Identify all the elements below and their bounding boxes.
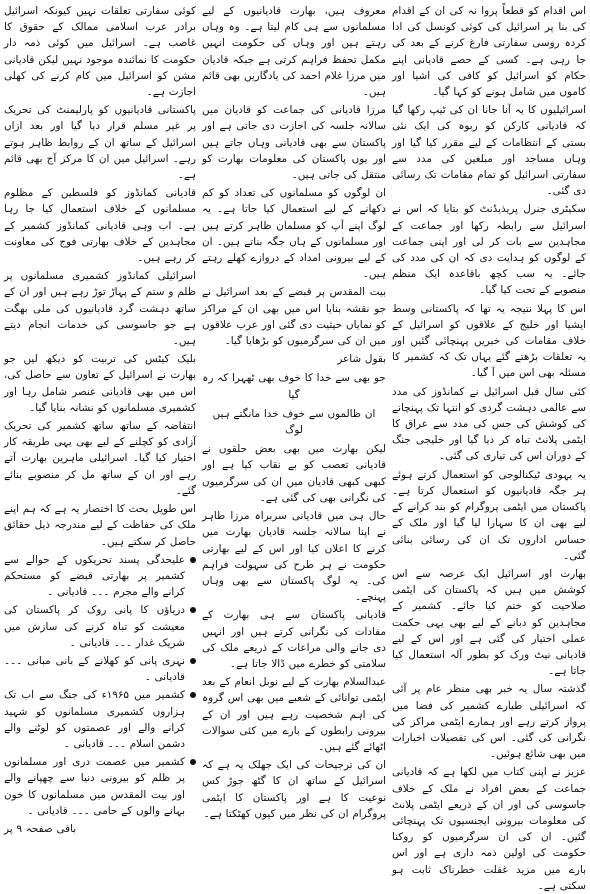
paragraph: یہ یہودی ٹیکنالوجی کو استعمال کرتے ہوئے ہر جگہ قادیانیوں کو استعمال کرتا ہے۔ پاکستان میں ایٹمی پروگرام کو بند کرانے کے لیے بھی ان کا سہارا لیا گیا اور ملک کے حساس اداروں تک ان کی رسائی بنائی گئی۔	[392, 468, 586, 562]
paragraph: پاکستانی قادیانیوں کو پارلیمنٹ کی تحریک پر غیر مسلم قرار دیا گیا اور بعد ازاں اسرائیل کے ساتھ ان کے روابط ظاہر ہوتے رہے۔ اسرائیل میں ان کا مرکز آج بھی قائم ہے۔	[4, 104, 196, 182]
point-text: دریاؤں کا پانی روک کر پاکستان کی معیشت کو تباہ کرنے کی سازش میں شریک غدار ۔۔۔ قادیانی ۔	[4, 604, 185, 649]
points-list	[4, 552, 196, 819]
continued-on-page-label: باقی صفحہ ۹ پر	[4, 822, 77, 835]
article-column-middle	[202, 3, 386, 820]
poetry-verse: ان ظالموں سے خوف خدا مانگتے ہیں لوگ	[212, 407, 376, 437]
paragraph: حال ہی میں قادیانی سربراہ مرزا طاہر نے اپنا سالانہ جلسہ قادیان بھارت میں کرنے کا اعلان کیا اور اس کے لیے بھارتی حکومت نے ہر طرح کی سہولت فراہم کی۔ یہ لوگ پاکستان سے بھی وہاں پہنچے۔	[202, 510, 386, 604]
paragraph: معروف ہیں، بھارت قادیانیوں کے لیے مسلمانوں سے ہی کام لیتا ہے۔ وہ وہاں رہتے ہیں اور وہاں کی حکومت انہیں مکمل تحفظ فراہم کرتی ہے جبکہ قادیان میں مرزا غلام احمد کی یادگاریں بھی قائم ہیں۔	[202, 5, 386, 99]
paragraph: گذشتہ سال یہ خبر بھی منظر عام پر آئی کہ اسرائیلی طیارے کشمیر کی فضا میں پرواز کرتے رہے اور ہمارے ایٹمی مراکز کی نگرانی کی گئی۔ اس کی تفصیلات اخبارات میں بھی شائع ہوئیں۔	[392, 683, 586, 761]
paragraph: بلیک کیٹس کی تربیت کو دیکھ لیں جو بھارت نے اسرائیل کے تعاون سے حاصل کی، اس میں بھی قادیانی عنصر شامل رہا اور کشمیری مسلمانوں کو نشانہ بنایا گیا۔	[4, 353, 196, 414]
list-item	[4, 602, 196, 651]
bullet-icon	[190, 692, 196, 698]
bullet-icon	[190, 658, 196, 664]
paragraph: کوئی سفارتی تعلقات نہیں کیونکہ اسرائیل برادر عرب اسلامی ممالک کے حقوق کا غاصب ہے۔ اسرائیل میں کوئی ذمہ دار حکومت کا نمائندہ موجود نہیں لیکن قادیانی مشن کو اسرائیل میں کام کرنے کی کھلی اجازت ہے۔	[4, 5, 196, 99]
paragraph: سکیٹری جنرل پریذیڈنٹ کو بتایا کہ اس نے اسرائیل سے رابطہ رکھا اور جماعت کے مجاہدین سے بات کر لی اور اپنی جماعت کے لوگوں کو ہدایت دی کہ ان کی مدد کی جائے۔ یہ سب کچھ باقاعدہ ایک منظم منصوبے کے تحت کیا گیا۔	[392, 203, 586, 297]
list-item	[4, 754, 196, 819]
list-item	[4, 552, 196, 601]
paragraph: اس کا پہلا نتیجہ یہ تھا کہ پاکستانی وسط ایشیا اور خلیج کے علاقوں کو اسرائیل کے خلاف مقامات کی خبریں پہنچائی گئیں اور یہ تعلقات بڑھتے گئے یہاں تک کہ کشمیر کا مسئلہ بھی اس میں آ گیا۔	[392, 302, 586, 380]
paragraph: اسرائیلیوں کا یہ آنا جانا ان کی ٹیپ رکھا گیا کہ قادیانی کارکن کو ربوہ کی ایک نئی بستی کے انتظامات کے لیے مقرر کیا گیا اور وہاں مساجد اور مبلغین کی مدد سے سفارتی اسرائیل کو تمام مقامات تک رسائی دی گئی۔	[392, 104, 586, 198]
bullet-icon	[190, 607, 196, 613]
paragraph: انتفاضہ کے ساتھ ساتھ کشمیر کی تحریک آزادی کو کچلنے کے لیے بھی یہی طریقہ کار اختیار کیا گیا۔ اسرائیلی ماہرین بھارت آتے رہے اور ان کے ساتھ مل کر منصوبے بنائے گئے۔	[4, 420, 196, 497]
paragraph: عبدالسلام بھارت کے لیے نوبل انعام کے بعد ایٹمی توانائی کے شعبے میں بھی اس گروہ کی اہم شخصیت رہے ہیں اور ان کے بیرونی رابطوں کے بارے میں کئی سوالات اٹھائے گئے ہیں۔	[202, 676, 386, 753]
paragraph: ان لوگوں کو مسلمانوں کی تعداد کو کم دکھانے کے لیے استعمال کیا جاتا ہے۔ یہ لوگ اپنے آپ کو مسلمان ظاہر کرتے ہیں اور مسلمانوں کے ہاں جگہ بناتے ہیں۔ ان کے لیے بیرونی امداد کے دروازے کھلے رہتے ہیں۔	[202, 187, 386, 281]
bullet-icon	[190, 557, 196, 563]
point-text: علیحدگی پسند تحریکوں کے حوالے سے کشمیر پر بھارتی قبضے کو مستحکم کرانے والے مجرم ۔۔۔ قادیانی ۔	[4, 553, 185, 599]
point-text: کشمیر میں عصمت دری اور مسلمانوں پر ظلم کو بیرونی دنیا سے چھپانے والے اور بیت المقدس میں مسلمانوں کا خون بہانے والوں کے حامی ۔۔۔ قادیانی ۔	[4, 756, 185, 817]
paragraph: بیت المقدس پر قبضے کے بعد اسرائیل نے جو نقشہ بنایا اس میں بھی ان کے مراکز کو نمایاں حیثیت دی گئی اور عرب علاقوں میں ان کی سرگرمیوں کو بڑھایا گیا۔	[202, 286, 386, 348]
paragraph: کئی سال قبل اسرائیل نے کمانڈوز کی مدد سے عالمی دہشت گردی کو انتہا تک پہنچانے کی کوشش کی جس کی مدد سے عراق کا ایٹمی پلانٹ تباہ کر دیا گیا اور خلیجی جنگ کے دوران اس کی تیاری کی گئی۔	[392, 385, 586, 463]
paragraph: لیکن بھارت میں بھی بعض حلقوں نے قادیانی تعصب کو بے نقاب کیا ہے اور کبھی کبھی قادیان میں ان کی سرگرمیوں کی نگرانی بھی کی گئی ہے۔	[202, 443, 386, 504]
paragraph: عزیز نے اپنی کتاب میں لکھا ہے کہ قادیانی جماعت کے بعض افراد نے ملک کے خلاف جاسوسی کی اور ان کے ذریعے ایٹمی پلانٹ کی معلومات بیرونی ایجنسیوں تک پہنچائی گئیں۔ ان کی ان سرگرمیوں کو روکنا حکومت کی اولین ذمہ داری ہے اور اس بارے میں مزید غفلت خطرناک ثابت ہو سکتی ہے۔	[392, 766, 586, 892]
point-text: کشمیر میں ۱۹۶۵ء کی جنگ سے اب تک ہزاروں کشمیری مسلمانوں کو شہید کرانے والے اور عصمتوں کو لوٹنے والے دشمن اسلام ۔۔۔ قادیانی ۔	[4, 689, 185, 750]
list-item	[4, 687, 196, 752]
paragraph: مرزا قادیانی کی جماعت کو قادیان میں سالانہ جلسہ کی اجازت دی جاتی ہے اور پاکستان سے بھی قادیانی وہاں جاتے ہیں اور یوں پاکستان کی معلومات بھارت کو منتقل کی جاتی ہیں۔	[202, 104, 386, 182]
article-column-right	[392, 3, 586, 892]
paragraph: بھارت اور اسرائیل ایک عرصہ سے اس کوشش میں ہیں کہ پاکستان کی ایٹمی صلاحیت کو ختم کیا جائے۔ کشمیر کے مجاہدین کو دبانے کے لیے بھی یہی حکمت عملی اختیار کی گئی ہے اور اس کے لیے قادیانی نیٹ ورک کو بطور آلہ استعمال کیا جاتا ہے۔	[392, 567, 586, 678]
article-column-left	[4, 3, 196, 835]
list-item	[4, 653, 196, 685]
paragraph: قادیانی پاکستان سے ہی بھارت کے مفادات کی نگرانی کرتے ہیں اور انہیں دی جانے والی مراعات کے ذریعے ملک کی سلامتی کو خطرے میں ڈالا جاتا ہے۔	[202, 609, 386, 670]
paragraph: بقول شاعر	[337, 353, 386, 366]
paragraph: اس طویل بحث کا اختصار یہ ہے کہ ہم اپنے ملک کی حفاظت کے لیے مندرجہ ذیل حقائق حاصل کر سکتے ہیں۔	[4, 503, 196, 548]
paragraph: ان کی ترجیحات کی ایک جھلک یہ ہے کہ اسرائیل کے ساتھ ان کا گٹھ جوڑ کس نوعیت کا ہے اور پاکستان کا ایٹمی پروگرام ان کی نظر میں کیوں کھٹکتا ہے۔	[202, 759, 386, 820]
paragraph: اس اقدام کو قطعاً پروا نہ کی ان کے اقدام کی بنا پر اسرائیل کی کوئی کونسل کی ادا کردہ روسی سفارتی فارغ کرنے کے بعد کی جا رہی ہے۔ کسی کے حصے قادیانی اپنے حکام کو اسرائیل کو کافی کی اشیا اور کاموں میں شامل ہونے کو کہا گیا۔	[392, 5, 586, 99]
bullet-icon	[190, 759, 196, 765]
poetry-verse: جو بھی سے خدا کا خوف بھی ٹھہرا کہ رہ گیا	[202, 372, 386, 401]
point-text: نہری پانی کو کھلانے کے بانی مبانی ۔۔۔ قادیانی ۔	[4, 654, 185, 684]
paragraph: اسرائیلی کمانڈوز کشمیری مسلمانوں پر ظلم و ستم کے پہاڑ توڑ رہے ہیں اور ان کے ساتھ دہشت گرد قادیانیوں کی ملی بھگت ہے جو جاسوسی کی خدمات انجام دیتے ہیں۔	[4, 270, 196, 348]
paragraph: قادیانی کمانڈوز کو فلسطین کے مظلوم مسلمانوں کے خلاف استعمال کیا جا رہا ہے۔ اب وہی قادیانی کمانڈوز کشمیر کے مجاہدین کے خلاف بھارتی فوج کی معاونت کر رہے ہیں۔	[4, 187, 196, 265]
